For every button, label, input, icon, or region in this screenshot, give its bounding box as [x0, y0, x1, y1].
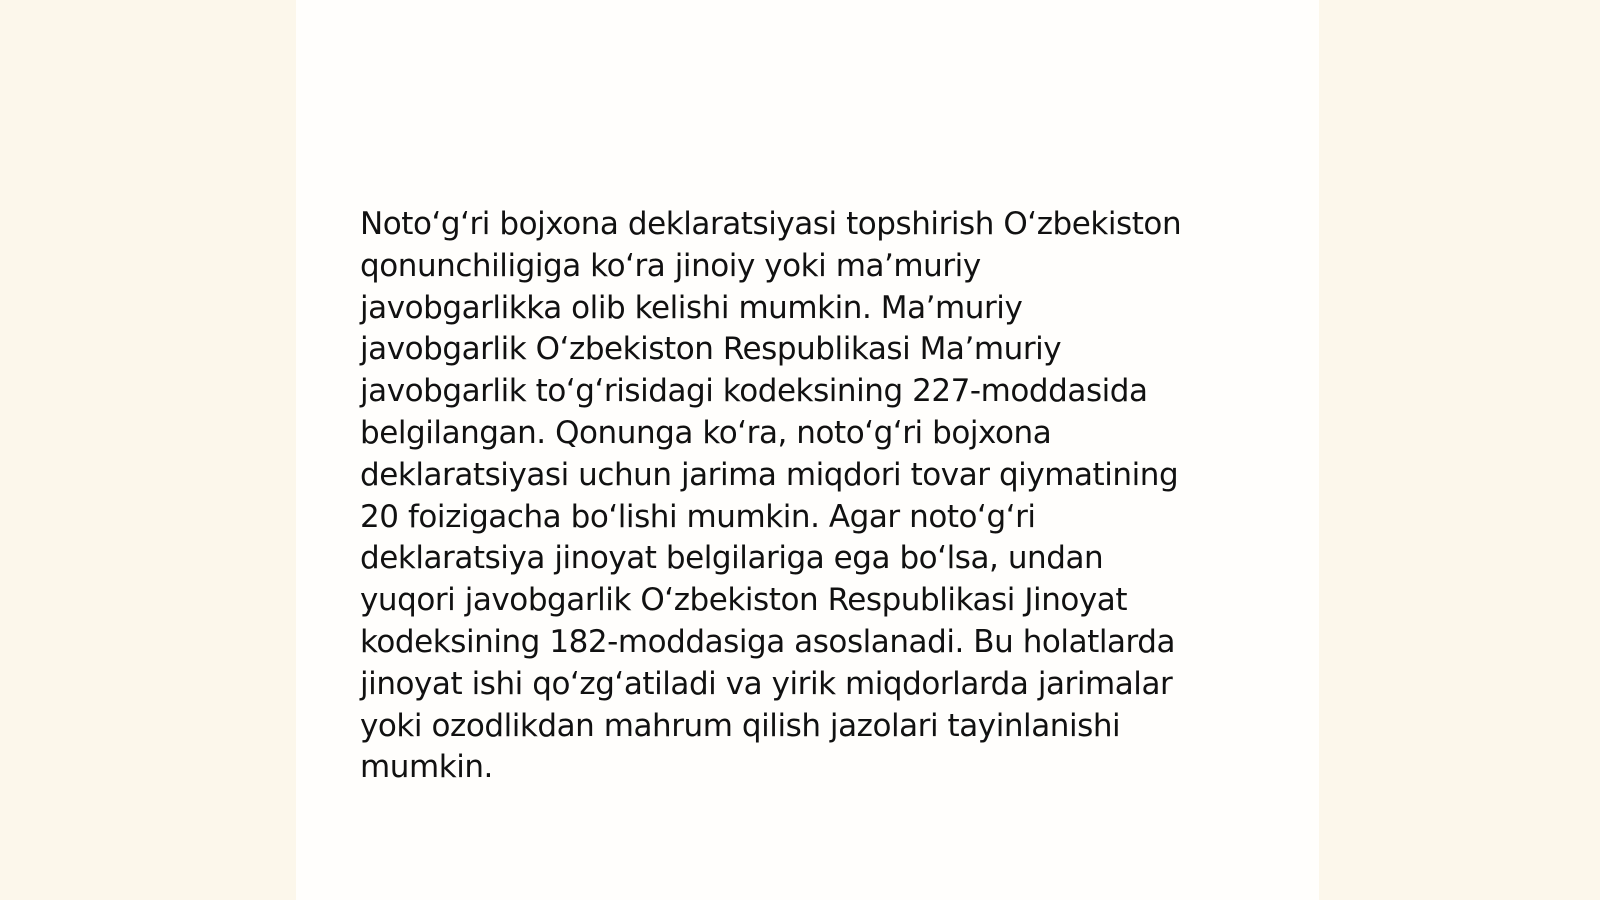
paragraph-line: yuqori javobgarlik O‘zbekiston Respublikasi Jinoyat [360, 582, 1128, 619]
document-page [296, 0, 1319, 900]
paragraph-line: deklaratsiyasi uchun jarima miqdori tovar qiymatining [360, 456, 1179, 493]
paragraph-line: javobgarlik to‘g‘risidagi kodeksining 227-moddasida [360, 373, 1148, 410]
left-margin-band [0, 0, 296, 900]
paragraph-line: yoki ozodlikdan mahrum qilish jazolari tayinlanishi [360, 707, 1121, 744]
paragraph-line: javobgarlikka olib kelishi mumkin. Ma’muriy [360, 289, 1023, 326]
paragraph-line: kodeksining 182-moddasiga asoslanadi. Bu holatlarda [360, 623, 1176, 660]
paragraph-line: 20 foizigacha bo‘lishi mumkin. Agar noto‘g‘ri [360, 498, 1036, 535]
paragraph-line: belgilangan. Qonunga ko‘ra, noto‘g‘ri bojxona [360, 414, 1052, 451]
paragraph-line: mumkin. [360, 749, 493, 786]
paragraph-line: qonunchiligiga ko‘ra jinoiy yoki ma’muriy [360, 247, 981, 284]
paragraph-line: Noto‘g‘ri bojxona deklaratsiyasi topshirish O‘zbekiston [360, 206, 1182, 242]
paragraph-line: deklaratsiya jinoyat belgilariga ega bo‘lsa, undan [360, 540, 1104, 577]
right-margin-band [1319, 0, 1600, 900]
paragraph-line: jinoyat ishi qo‘zg‘atiladi va yirik miqdorlarda jarimalar [360, 665, 1173, 702]
body-paragraph [360, 204, 1260, 789]
paragraph-line: javobgarlik O‘zbekiston Respublikasi Ma’muriy [360, 331, 1062, 368]
